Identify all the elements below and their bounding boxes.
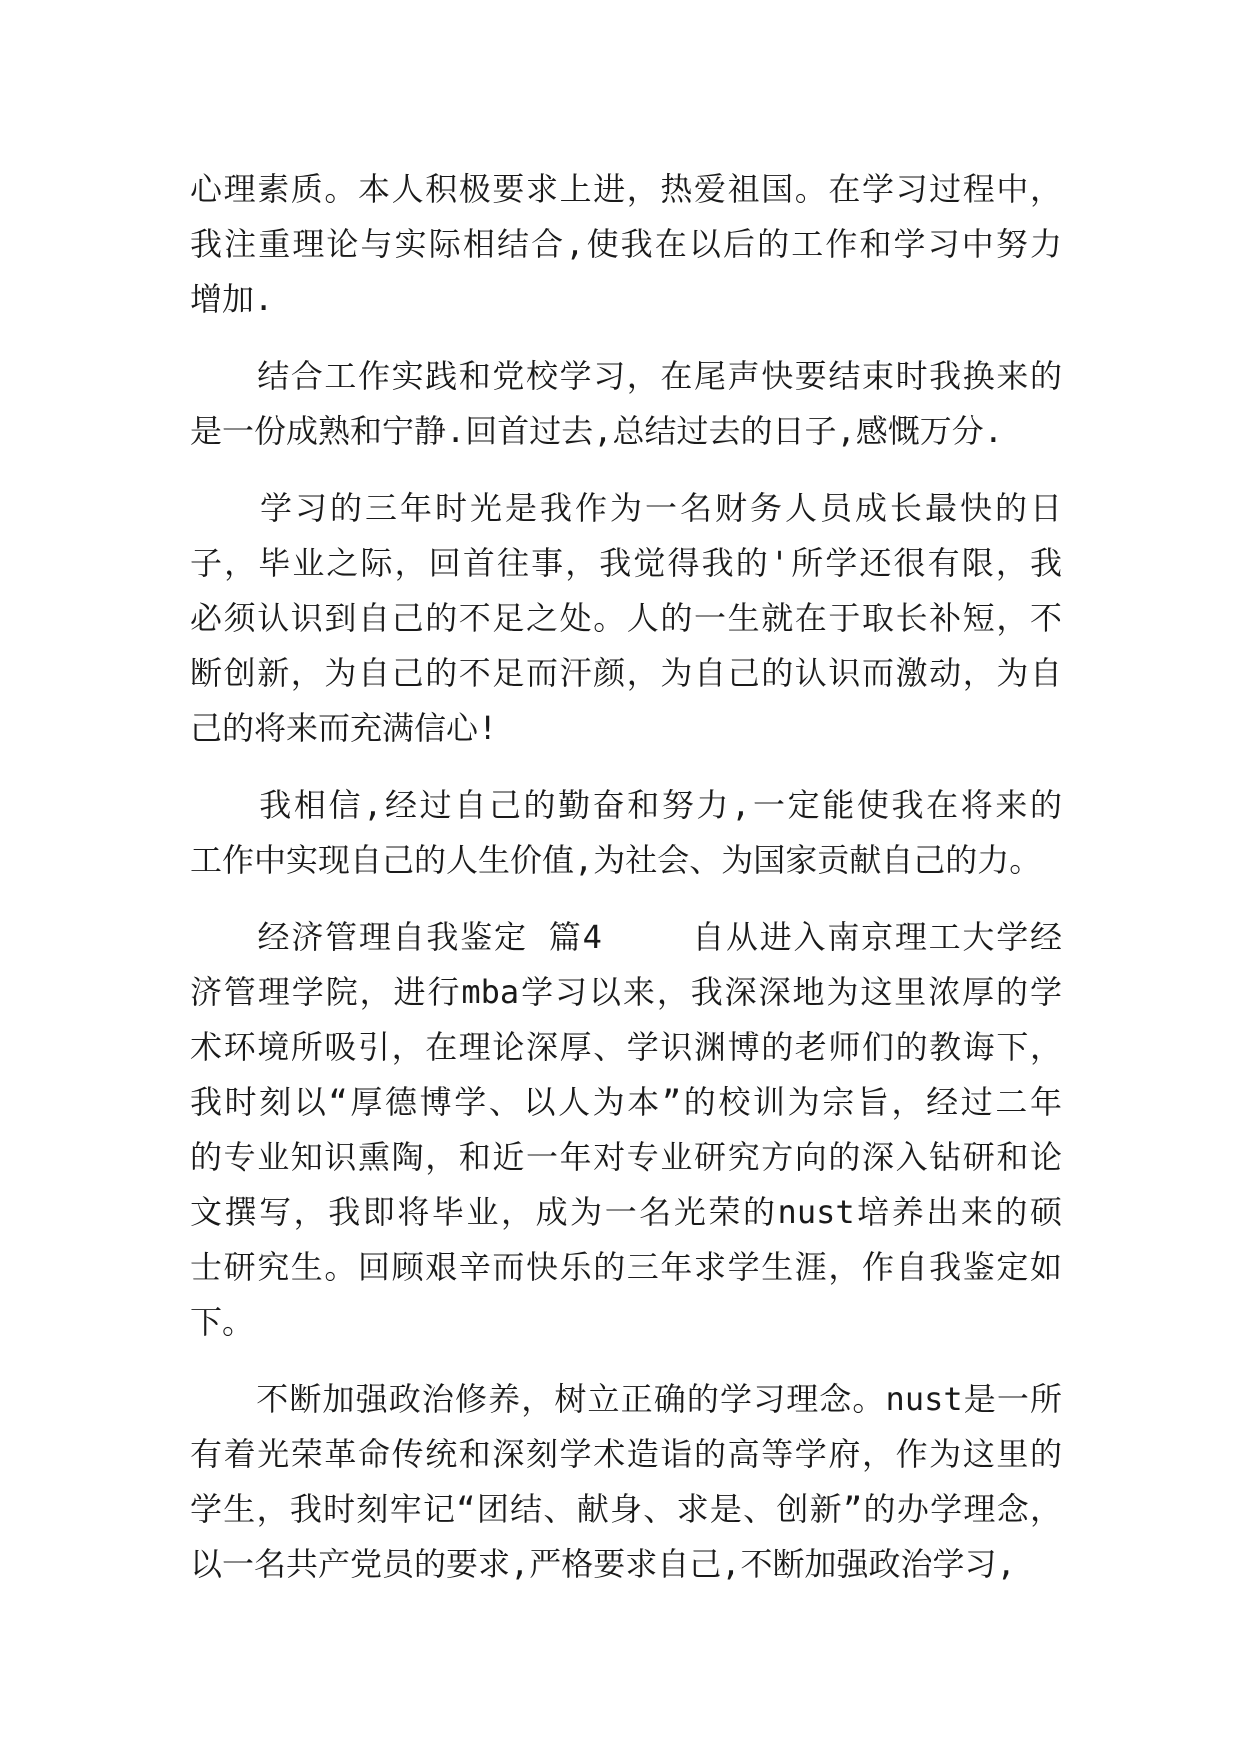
text-line: 经济管理自我鉴定 篇4 自从进入南京理工大学经 <box>190 918 1062 956</box>
paragraph <box>190 1372 1062 1592</box>
text-line: 有着光荣革命传统和深刻学术造诣的高等学府，作为这里的 <box>190 1435 1062 1473</box>
paragraph-gap <box>190 1350 1062 1372</box>
paragraph-gap <box>190 888 1062 910</box>
paragraph-gap <box>190 327 1062 349</box>
text-line: 学习的三年时光是我作为一名财务人员成长最快的日 <box>190 489 1062 527</box>
text-line: 济管理学院，进行mba学习以来，我深深地为这里浓厚的学 <box>190 973 1062 1011</box>
text-line: 心理素质。本人积极要求上进，热爱祖国。在学习过程中， <box>190 170 1062 208</box>
text-line: 术环境所吸引，在理论深厚、学识渊博的老师们的教诲下， <box>190 1028 1062 1066</box>
text-line: 己的将来而充满信心! <box>190 709 498 747</box>
document-body <box>190 162 1062 1592</box>
text-line: 学生，我时刻牢记“团结、献身、求是、创新”的办学理念， <box>190 1490 1062 1528</box>
text-line: 我注重理论与实际相结合,使我在以后的工作和学习中努力 <box>190 225 1062 263</box>
text-line: 的专业知识熏陶，和近一年对专业研究方向的深入钻研和论 <box>190 1138 1062 1176</box>
paragraph-gap <box>190 459 1062 481</box>
paragraph <box>190 349 1062 459</box>
text-line: 子，毕业之际，回首往事，我觉得我的'所学还很有限，我 <box>190 544 1062 582</box>
text-line: 不断加强政治修养，树立正确的学习理念。nust是一所 <box>190 1380 1062 1418</box>
paragraph <box>190 910 1062 1350</box>
text-line: 我时刻以“厚德博学、以人为本”的校训为宗旨，经过二年 <box>190 1083 1062 1121</box>
text-line: 工作中实现自己的人生价值,为社会、为国家贡献自己的力。 <box>190 841 1042 879</box>
text-line: 文撰写，我即将毕业，成为一名光荣的nust培养出来的硕 <box>190 1193 1062 1231</box>
text-line: 是一份成熟和宁静.回首过去,总结过去的日子,感慨万分. <box>190 412 1004 450</box>
text-line: 下。 <box>190 1303 255 1341</box>
paragraph <box>190 481 1062 756</box>
text-line: 结合工作实践和党校学习，在尾声快要结束时我换来的 <box>190 357 1062 395</box>
text-line: 必须认识到自己的不足之处。人的一生就在于取长补短，不 <box>190 599 1062 637</box>
paragraph <box>190 162 1062 327</box>
text-line: 增加. <box>190 280 274 318</box>
paragraph-gap <box>190 756 1062 778</box>
paragraph <box>190 778 1062 888</box>
text-line: 以一名共产党员的要求,严格要求自己,不断加强政治学习, <box>190 1545 1016 1583</box>
text-line: 士研究生。回顾艰辛而快乐的三年求学生涯，作自我鉴定如 <box>190 1248 1062 1286</box>
text-line: 我相信,经过自己的勤奋和努力,一定能使我在将来的 <box>190 786 1062 824</box>
text-line: 断创新，为自己的不足而汗颜，为自己的认识而激动，为自 <box>190 654 1062 692</box>
